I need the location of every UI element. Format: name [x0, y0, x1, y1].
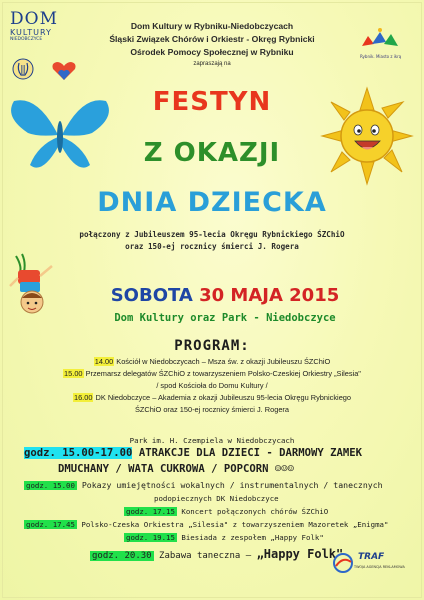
jubilee-line-2: oraz 150-ej rocznicy śmierci J. Rogera [125, 242, 299, 251]
invite-text: zapraszają na [193, 61, 231, 67]
date-day-month-year: 30 MAJA 2015 [199, 285, 340, 306]
attractions-line-1 [24, 445, 404, 461]
program-item-continued: / spod Kościoła do Domu Kultury / [156, 381, 268, 390]
park-program-time: godz. 19.15 [126, 533, 175, 542]
dom-kultury-logo [10, 10, 72, 43]
program-item-continued: ŚZChiO oraz 150-ej rocznicy śmierci J. Rogera [134, 405, 290, 414]
park-program-item [24, 479, 414, 492]
park-program-item [24, 505, 414, 518]
program-text: Przemarsz delegatów ŚZChiO z towarzyszeniem Polsko-Czeskiej Orkiestry „Silesia" [83, 369, 361, 378]
park-program-time: godz. 20.30 [92, 551, 152, 561]
organizer-szchio: Śląski Związek Chórów i Orkiestr - Okręg Rybnicki [109, 34, 315, 44]
park-program-text: Zabawa taneczna – [153, 551, 257, 561]
park-program-text: Biesiada z zespołem „Happy Folk" [176, 533, 324, 542]
park-program-list [24, 479, 414, 563]
program-time: 14.00 [94, 357, 114, 366]
trafo-name: TRAF [358, 552, 385, 562]
park-program-time: godz. 17.15 [126, 507, 175, 516]
date-weekday: SOBOTA [110, 285, 193, 306]
attractions-text: ATRAKCJE DLA DZIECI - DARMOWY ZAMEK [132, 447, 363, 459]
niedobczyce-logo-word: NIEDOBCZYCE [10, 37, 43, 42]
program-item [14, 392, 410, 404]
attractions-time: godz. 15.00-17.00 [24, 447, 133, 459]
park-program-text: Polsko-Czeska Orkiestra „Silesia" z towarzyszeniem Mazoretek „Enigma" [76, 520, 389, 529]
organizers [80, 20, 344, 69]
program-item [14, 356, 410, 368]
program-text: DK Niedobczyce – Akademia z okazji Jubileuszu 95-lecia Okręgu Rybnickiego [93, 393, 352, 402]
rybnik-logo-icon [358, 24, 404, 54]
jubilee-info [60, 229, 364, 253]
jubilee-line-1: połączony z Jubileuszem 95-lecia Okręgu Rybnickiego ŚZChiO [79, 230, 345, 239]
happy-folk-band: „Happy Folk" [256, 547, 344, 561]
event-place: Dom Kultury oraz Park - Niedobczyce [114, 312, 336, 324]
organizer-ops: Ośrodek Pomocy Społecznej w Rybniku [130, 47, 294, 57]
dom-logo-word: DOM [10, 9, 58, 29]
rybnik-logo-text: Rybnik. Miasto z ikrą [360, 54, 402, 59]
title-z-okazji: Z OKAZJI [143, 138, 281, 168]
rybnik-logo [358, 24, 404, 70]
program-text: Kościół w Niedobczycach – Msza św. z okazji Jubileuszu ŚZChiO [114, 357, 331, 366]
attractions-line-2: DMUCHANY / WATA CUKROWA / POPCORN ☺☺☺ [58, 463, 294, 475]
organizer-dom-kultury: Dom Kultury w Rybniku-Niedobczycach [130, 21, 294, 31]
program-heading: PROGRAM: [174, 338, 250, 354]
park-program-item-continued: podopiecznych DK Niedobczyce [154, 494, 279, 503]
trafo-logo [332, 552, 405, 582]
trafo-subtitle: TWOJA AGENCJA REKLAMOWA [354, 565, 405, 569]
park-program-text: Pokazy umiejętności wokalnych / instrumentalnych / tanecznych [76, 480, 383, 490]
title-dnia-dziecka: DNIA DZIECKA [97, 187, 327, 218]
park-program-text: Koncert połączonych chórów ŚZChiO [176, 507, 329, 516]
park-program-item [24, 531, 414, 544]
child-illustration-icon [8, 252, 56, 318]
park-heading: Park im. H. Czempiela w Niedobczycach [129, 436, 295, 445]
event-date [60, 285, 390, 306]
lyre-icon [12, 58, 34, 80]
park-program-item [24, 518, 414, 531]
ops-logo-icon [50, 60, 78, 82]
park-program-time: godz. 17.45 [26, 520, 75, 529]
trafo-logo-icon [332, 552, 354, 574]
kultury-logo-word: KULTURY [10, 28, 52, 37]
title-festyn: FESTYN [152, 87, 272, 117]
program-list [14, 356, 410, 416]
program-time: 15.00 [64, 369, 83, 378]
attractions [24, 445, 404, 477]
park-program-time: godz. 15.00 [26, 481, 75, 490]
program-time: 16.00 [73, 393, 93, 402]
program-item [14, 368, 410, 380]
